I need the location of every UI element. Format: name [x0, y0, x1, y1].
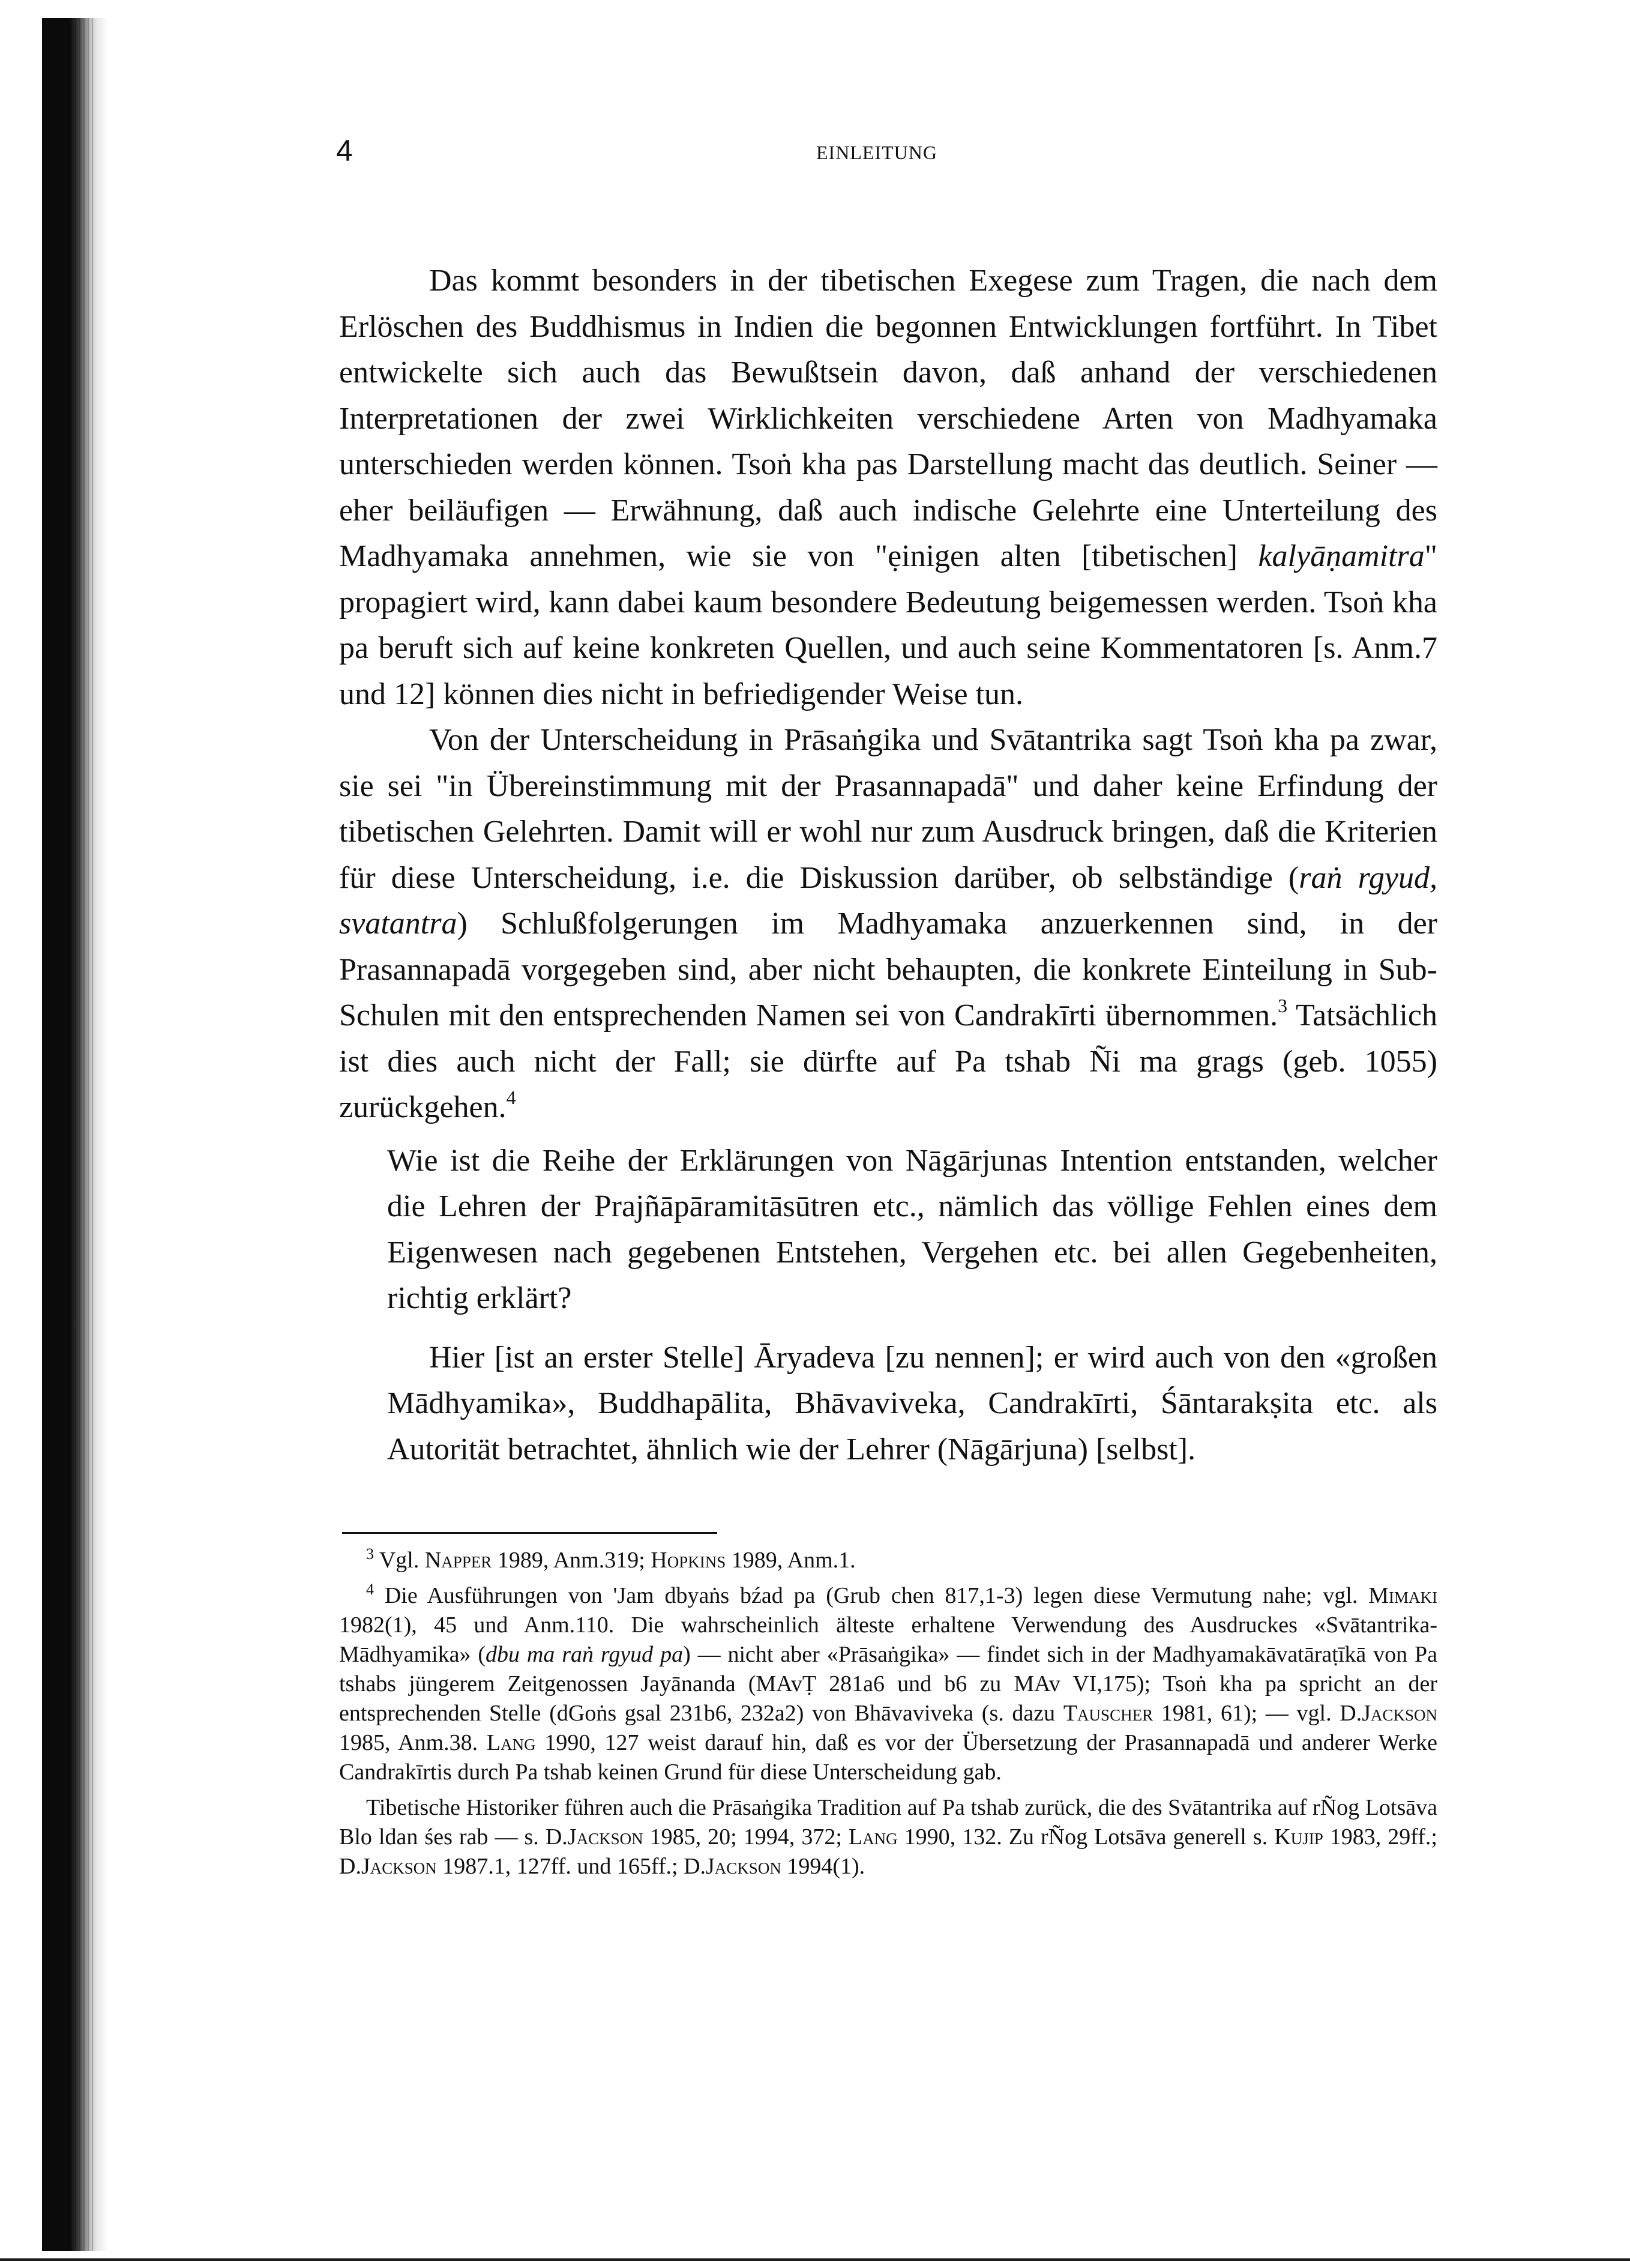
footnote-3-text-c: 1989, Anm.1. [726, 1548, 856, 1573]
footnote-ref-3[interactable]: 3 [1278, 995, 1288, 1016]
footnote-4b-text-d: 1983, 29ff.; D. [339, 1824, 1437, 1879]
footnote-4-text-f: 1990, 127 weist darauf hin, daß es vor der Übersetzung der Prasannapadā und anderer Werke Candrakīrtis durch Pa tshab keinen Grund für diese Unterscheidung gab. [339, 1730, 1438, 1785]
author-jackson: Jackson [567, 1824, 643, 1850]
footnote-4 [339, 1581, 1437, 1787]
author-kujip: Kujip [1274, 1824, 1323, 1850]
footnote-4b-text-a: Tibetische Historiker führen auch die Prāsaṅgika Tradition auf Pa tshab zurück, die des Svātantrika auf rÑog Lotsāva Blo ldan śes rab — s. D. [339, 1795, 1437, 1850]
footnote-4-text-c: ) — nicht aber «Prāsaṅgika» — findet sich in der Madhyamakāvatāraṭīkā von Pa tshabs jüngerem Zeitgenossen Jayānanda (MAvṬ 281a6 und b6 zu MAv VI,175); Tsoṅ kha pa spricht an der entsprechenden Stelle (dGoṅs gsal 231b6, 232a2) von Bhāvaviveka (s. dazu [339, 1642, 1437, 1726]
paragraph-1-end: " propagiert wird, kann dabei kaum besondere Bedeutung beigemessen werden. Tsoṅ kha pa beruft sich auf keine konkreten Quellen, und auch seine Kommentatoren [s. Anm.7 und 12] können dies nicht in befriedigender Weise tun. [339, 539, 1437, 711]
footnote-3-number: 3 [366, 1545, 374, 1563]
footnote-4b-text-e: 1987.1, 127ff. und 165ff.; D. [436, 1854, 706, 1879]
footnote-4-continued [339, 1793, 1437, 1881]
footnote-4b-text-f: 1994(1). [781, 1854, 865, 1879]
author-mimaki: Mimaki [1368, 1583, 1437, 1608]
author-lang: Lang [486, 1730, 536, 1755]
paragraph-1 [339, 258, 1437, 717]
paragraph-2-start: Von der Unterscheidung in Prāsaṅgika und Svātantrika sagt Tsoṅ kha pa zwar, sie sei "in Übereinstimmung mit der Prasannapadā" und daher keine Erfindung der tibetischen Gelehrten. Damit will er wohl nur zum Ausdruck bringen, daß die Kriterien für diese Unterscheidung, i.e. die Diskussion darüber, ob selbständige ( [339, 723, 1437, 895]
footnote-4-italic: dbu ma raṅ rgyud pa [486, 1642, 684, 1667]
footnote-4-text-d: 1981, 61); — vgl. D. [1153, 1701, 1362, 1726]
main-text [339, 258, 1437, 1473]
footnote-divider [342, 1532, 717, 1534]
running-title: EINLEITUNG [816, 142, 937, 163]
bottom-scan-line [0, 2258, 1630, 2261]
footnotes [339, 1546, 1437, 1887]
page-number: 4 [336, 134, 353, 167]
author-tauscher: Tauscher [1063, 1701, 1153, 1726]
footnote-4-text-a: Die Ausführungen von 'Jam dbyaṅs bźad pa (Grub chen 817,1-3) legen diese Vermutung nahe; vgl. [374, 1583, 1369, 1608]
paragraph-2-mid: ) Schlußfolgerungen im Madhyamaka anzuerkennen sind, in der Prasannapadā vorgegeben sind, aber nicht behaupten, die konkrete Einteilung in Sub-Schulen mit den entsprechenden Namen sei von Candrakīrti übernommen. [339, 906, 1437, 1033]
author-hopkins: Hopkins [651, 1548, 726, 1573]
author-lang: Lang [848, 1824, 898, 1850]
footnote-4b-text-c: 1990, 132. Zu rÑog Lotsāva generell s. [897, 1824, 1275, 1850]
footnote-4-text-e: 1985, Anm.38. [339, 1730, 487, 1755]
page-edge-lines [71, 18, 95, 2251]
footnote-3 [339, 1546, 1437, 1575]
paragraph-2-end: Tatsächlich ist dies auch nicht der Fall; sie dürfte auf Pa tshab Ñi ma grags (geb. 1055) zurückgehen. [339, 998, 1437, 1124]
footnote-3-text: Vgl. [374, 1548, 425, 1573]
footnote-4b-text-b: 1985, 20; 1994, 372; [643, 1824, 849, 1850]
quote-1: Wie ist die Reihe der Erklärungen von Nāgārjunas Intention entstanden, welcher die Lehren der Prajñāpāramitāsūtren etc., nämlich das völlige Fehlen eines dem Eigenwesen nach gegebenen Entstehen, Vergehen etc. bei allen Gegebenheiten, richtig erklärt? [387, 1143, 1437, 1315]
footnote-3-text-b: 1989, Anm.319; [492, 1548, 651, 1573]
quote-2: Hier [ist an erster Stelle] Āryadeva [zu nennen]; er wird auch von den «großen Mādhyamika», Buddhapālita, Bhāvaviveka, Candrakīrti, Śāntarakṣita etc. als Autorität betrachtet, ähnlich wie der Lehrer (Nāgārjuna) [selbst]. [387, 1340, 1437, 1467]
author-jackson: Jackson [361, 1854, 437, 1879]
footnote-4-text-b: 1982(1), 45 und Anm.110. Die wahrscheinlich älteste erhaltene Verwendung des Ausdruckes «Svātantrika-Mādhyamika» ( [339, 1612, 1437, 1667]
footnote-ref-4[interactable]: 4 [506, 1087, 516, 1108]
footnote-4-number: 4 [366, 1581, 374, 1598]
author-jackson: Jackson [706, 1854, 781, 1879]
paragraph-2-italic: raṅ rgyud, svatantra [339, 860, 1437, 941]
author-jackson: Jackson [1362, 1701, 1438, 1726]
running-head [336, 133, 1464, 175]
author-napper: Napper [424, 1548, 492, 1573]
paragraph-2 [339, 717, 1437, 1131]
paragraph-1-italic: kalyāṇamitra [1258, 539, 1425, 573]
paragraph-1-text: Das kommt besonders in der tibetischen Exegese zum Tragen, die nach dem Erlöschen des Buddhismus in Indien die begonnen Entwicklungen fortführt. In Tibet entwickelte sich auch das Bewußtsein davon, daß anhand der verschiedenen Interpretationen der zwei Wirklichkeiten verschiedene Arten von Madhyamaka unterschieden werden können. Tsoṅ kha pas Darstellung macht das deutlich. Seiner — eher beiläufigen — Erwähnung, daß auch indische Gelehrte eine Unterteilung des Madhyamaka annehmen, wie sie von "ẹinigen alten [tibetischen] [339, 264, 1437, 573]
